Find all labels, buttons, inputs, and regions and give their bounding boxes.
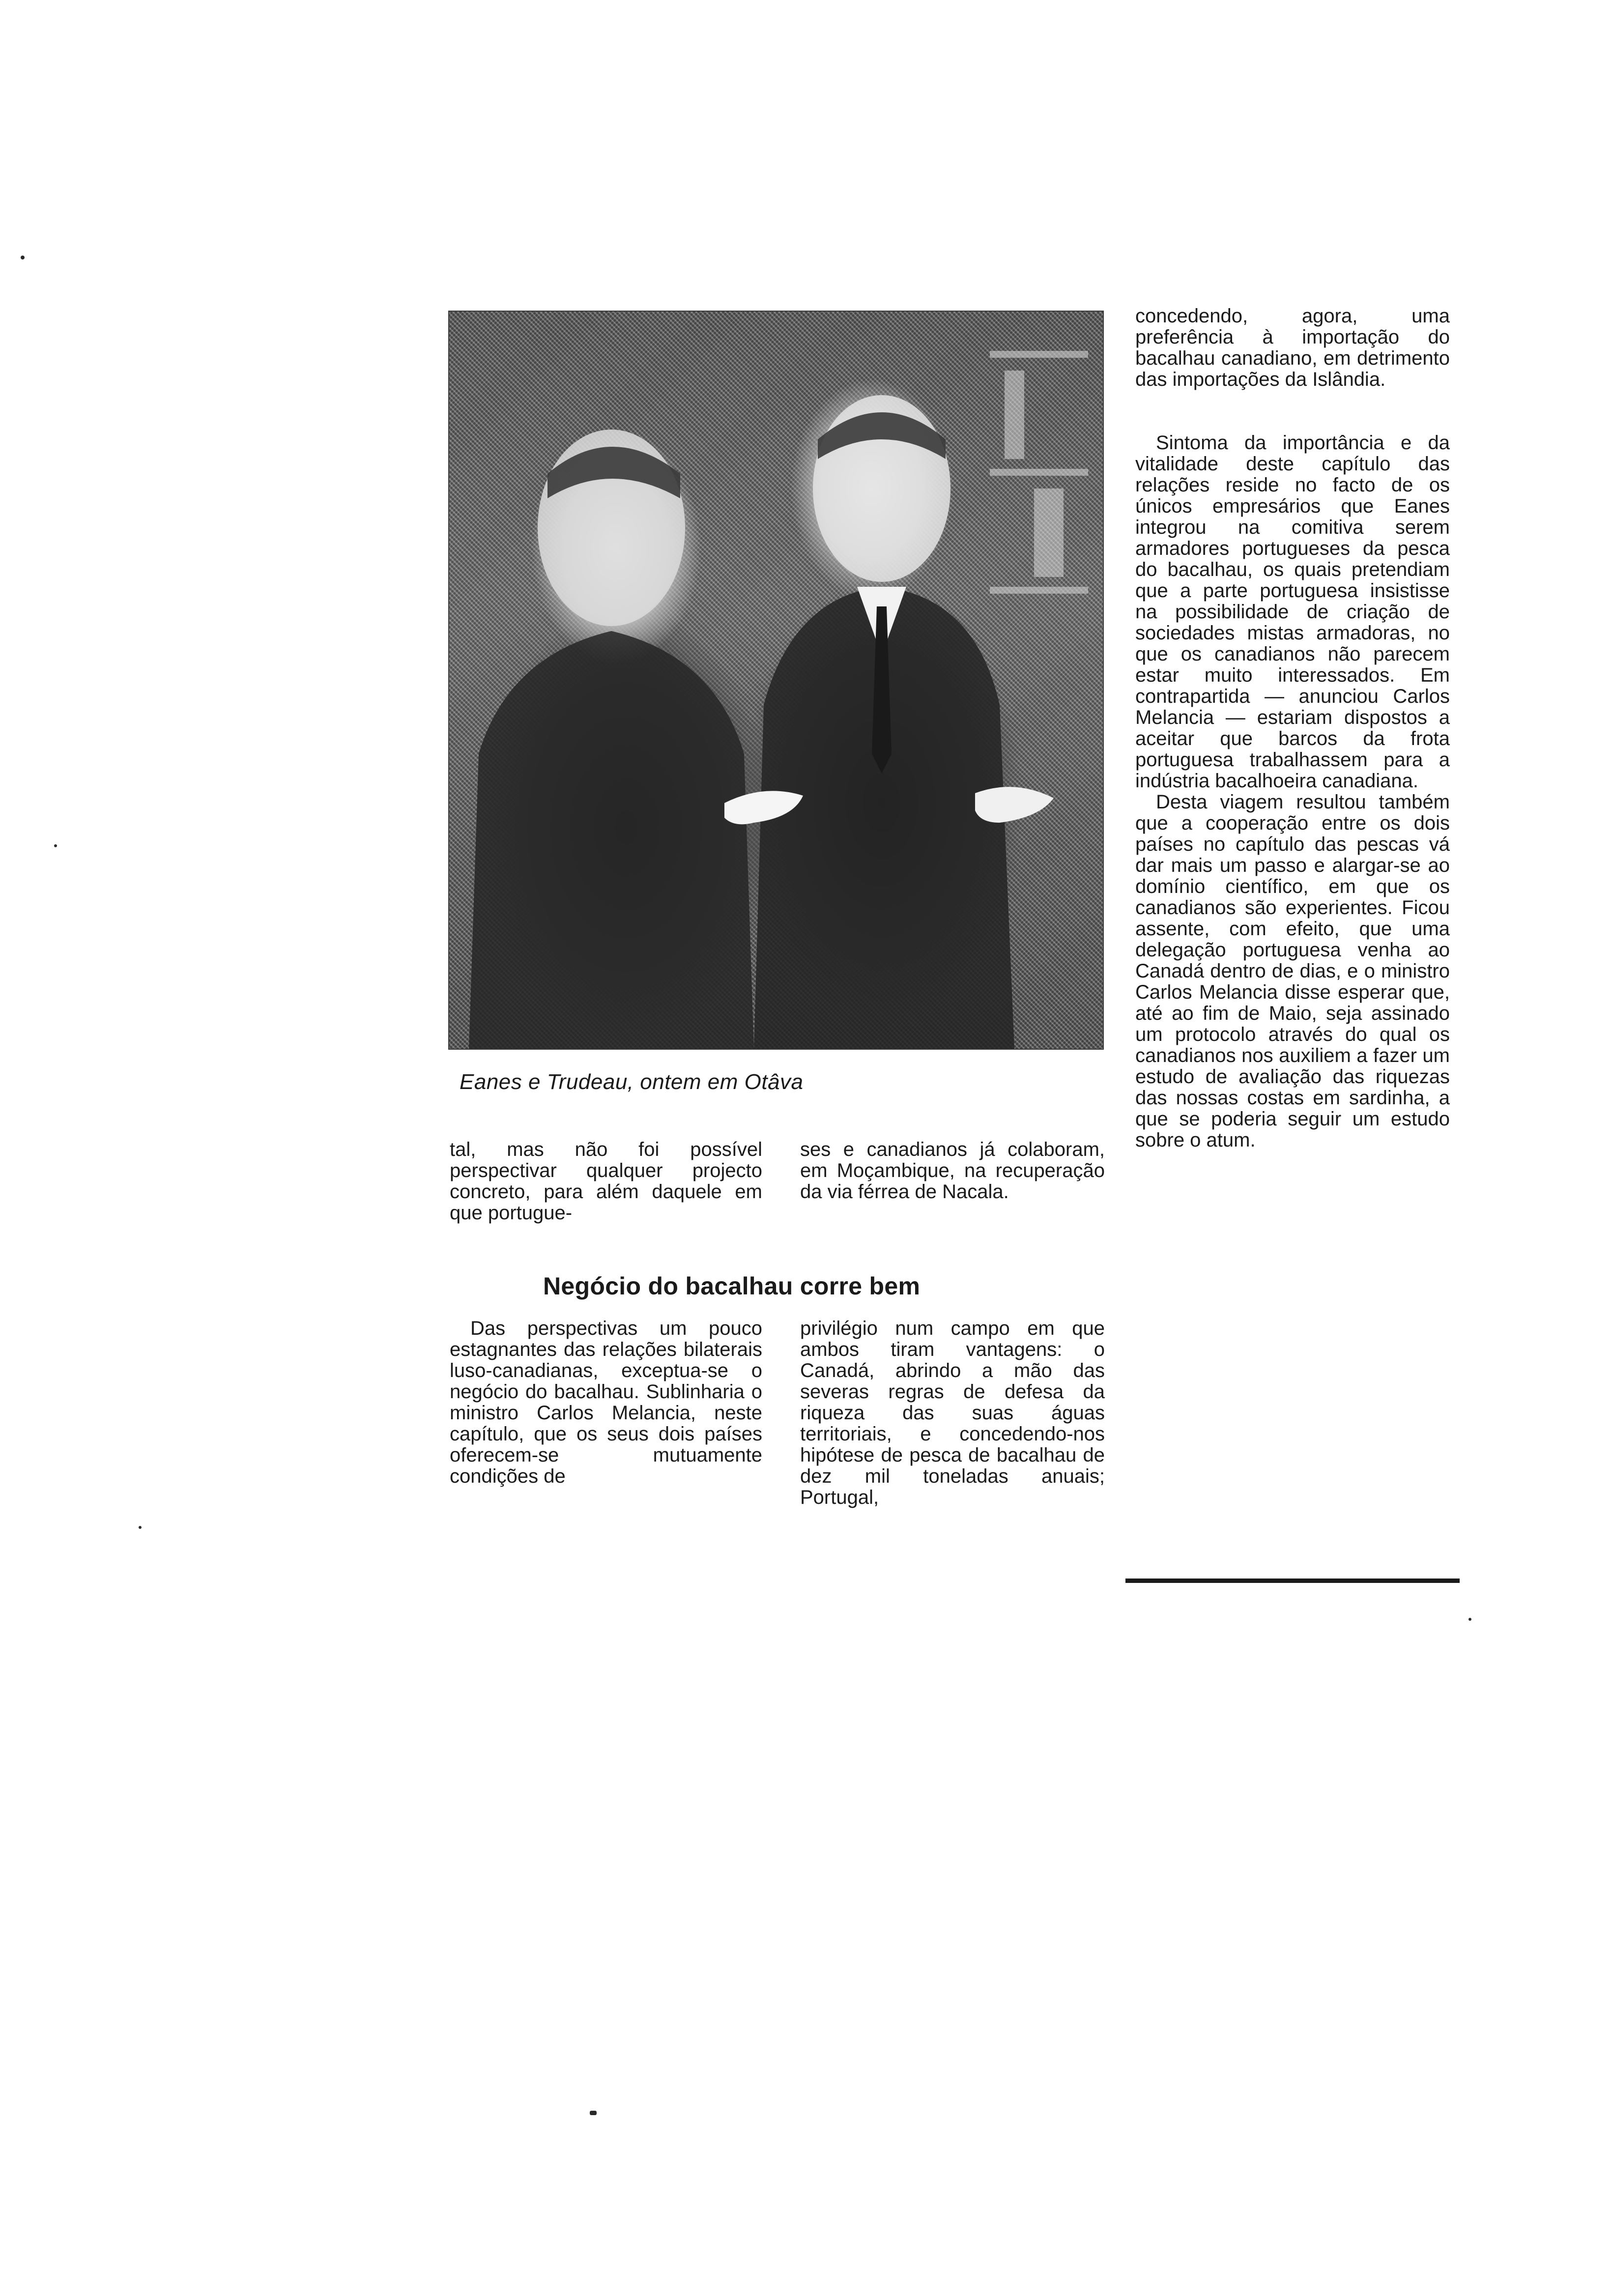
article-column-b-top	[800, 1139, 1105, 1203]
article-column-a-bottom	[450, 1318, 762, 1487]
scan-speck	[590, 2111, 597, 2115]
photo-caption: Eanes e Trudeau, ontem em Otâva	[460, 1070, 804, 1094]
news-photo-eanes-trudeau	[448, 311, 1104, 1050]
article-subheading: Negócio do bacalhau corre bem	[543, 1272, 921, 1300]
photo-illustration	[449, 312, 1103, 1049]
article-paragraph: Das perspectivas um pouco estagnantes das relações bilaterais luso-canadianas, exceptua-se o negócio do bacalhau. Sublinharia o ministro Carlos Melancia, neste capítulo, que os seus dois países oferecem-se mutuamente condições de	[450, 1318, 762, 1487]
article-paragraph: tal, mas não foi possível perspectivar qualquer projecto concreto, para além daquele em que portugue-	[450, 1139, 762, 1224]
article-column-c	[1135, 306, 1450, 1151]
article-paragraph: privilégio num campo em que ambos tiram vantagens: o Canadá, abrindo a mão das severas regras de defesa da riqueza das suas águas territoriais, e concedendo-nos hipótese de pesca de bacalhau de dez mil toneladas anuais; Portugal,	[800, 1318, 1105, 1508]
article-paragraph: concedendo, agora, uma preferência à importação do bacalhau canadiano, em detrimento das importações da Islândia.	[1135, 305, 1450, 390]
scan-speck	[1468, 1618, 1471, 1621]
scan-speck	[139, 1526, 142, 1529]
scan-speck	[21, 256, 25, 259]
article-end-rule	[1125, 1578, 1460, 1583]
article-paragraph: ses e canadianos já colaboram, em Moçambique, na recuperação da via férrea de Nacala.	[800, 1139, 1105, 1203]
article-column-a-top	[450, 1139, 762, 1224]
article-paragraph: Sintoma da importância e da vitalidade deste capítulo das relações reside no facto de os únicos empresários que Eanes integrou na comitiva serem armadores portugueses da pesca do bacalhau, os quais pretendiam que a parte portuguesa insistisse na possibilidade de criação de sociedades mistas armadoras, no que os canadianos não parecem estar muito interessados. Em contrapartida — anunciou Carlos Melancia — estariam dispostos a aceitar que barcos da frota portuguesa trabalhassem para a indústria bacalhoeira canadiana.	[1135, 432, 1450, 792]
article-column-b-bottom	[800, 1318, 1105, 1508]
article-paragraph: Desta viagem resultou também que a cooperação entre os dois países no capítulo das pescas vá dar mais um passo e alargar-se ao domínio científico, em que os canadianos são experientes. Ficou assente, com efeito, que uma delegação portuguesa venha ao Canadá dentro de dias, e o ministro Carlos Melancia disse esperar que, até ao fim de Maio, seja assinado um protocolo através do qual os canadianos nos auxiliem a fazer um estudo de avaliação das riquezas das nossas costas em sardinha, a que se poderia seguir um estudo sobre o atum.	[1135, 791, 1450, 1151]
scan-speck	[54, 844, 57, 847]
